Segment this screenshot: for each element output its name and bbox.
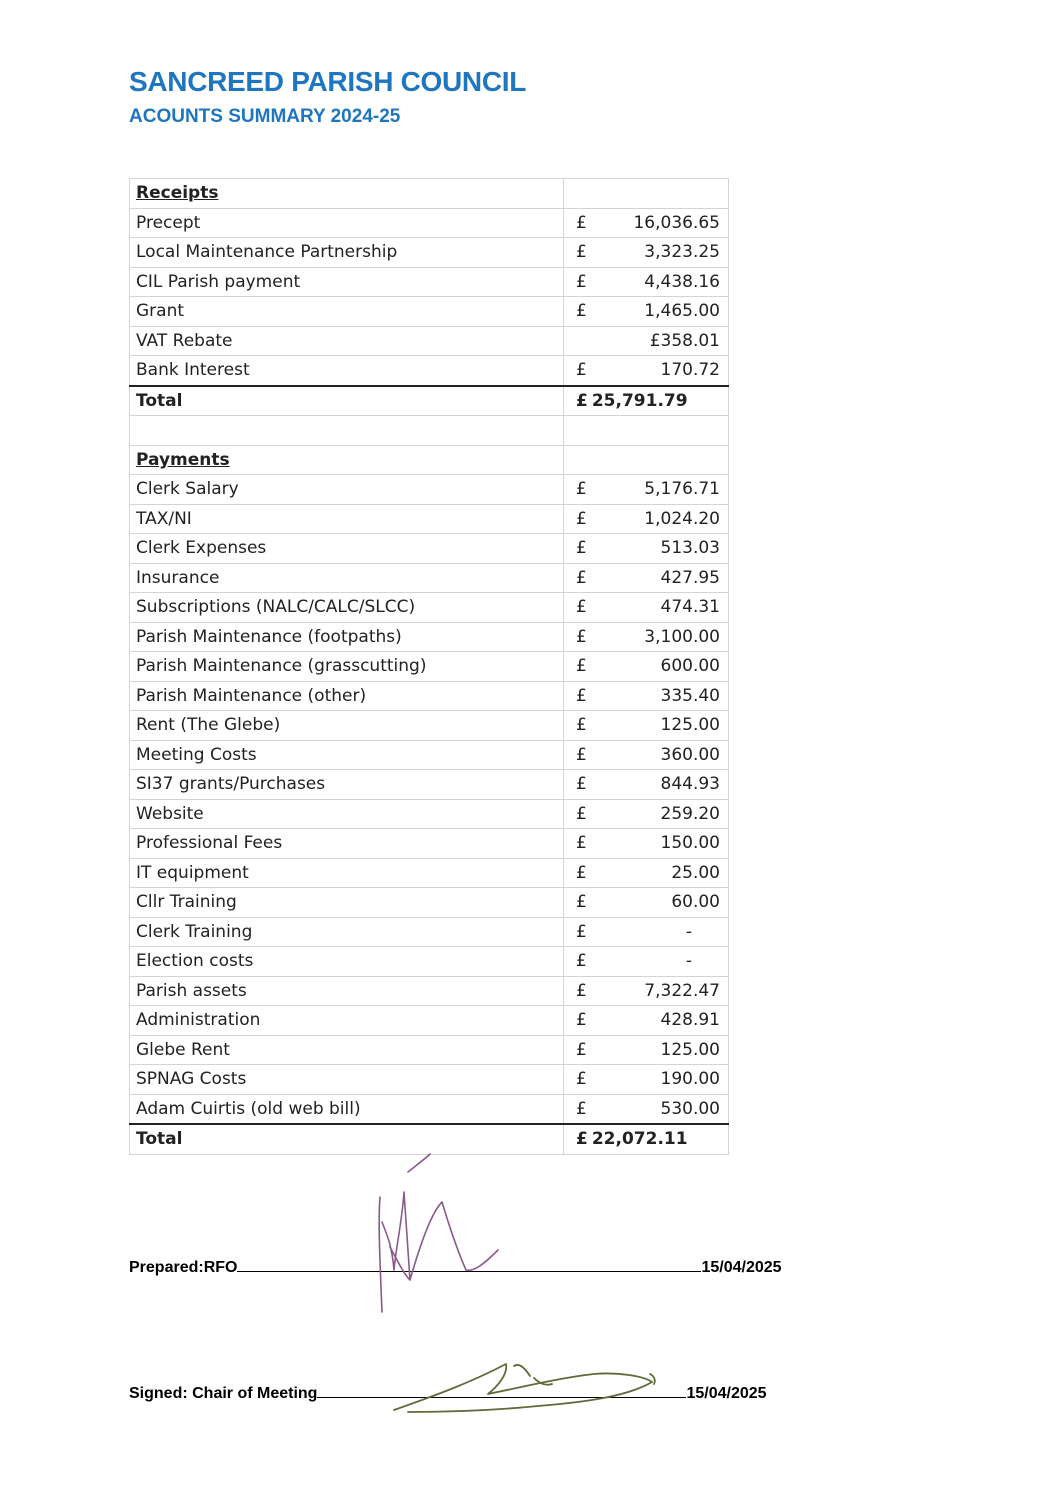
payments-row [130,917,729,947]
amount-value: 427.95 [660,567,720,588]
amount-wrapper [576,947,720,975]
receipts-amount-cell [564,356,729,386]
amount-wrapper [576,297,720,325]
amount-value: 7,322.47 [644,980,720,1001]
payments-label: SPNAG Costs [130,1065,564,1095]
payments-amount-cell [564,947,729,977]
amount-value: 360.00 [660,744,720,765]
receipts-label: VAT Rebate [130,326,564,356]
amount-wrapper [576,564,720,592]
payments-row [130,947,729,977]
payments-amount-cell [564,534,729,564]
amount-wrapper [576,534,720,562]
currency-symbol: £ [576,538,587,559]
payments-row [130,888,729,918]
payments-amount-cell [564,1006,729,1036]
currency-symbol: £ [576,242,587,263]
payments-row [130,1006,729,1036]
payments-label: Clerk Expenses [130,534,564,564]
amount-value: 259.20 [660,803,720,824]
receipts-total-amount-cell [564,386,729,416]
receipts-amount-cell [564,267,729,297]
payments-row [130,829,729,859]
payments-row [130,976,729,1006]
amount-value: 125.00 [660,715,720,736]
currency-symbol: £ [576,951,587,972]
payments-row [130,799,729,829]
payments-row [130,681,729,711]
payments-amount-cell [564,475,729,505]
currency-symbol: £ [576,685,587,706]
currency-symbol: £ [576,744,587,765]
payments-row [130,475,729,505]
accounts-table [129,178,729,1155]
payments-row [130,622,729,652]
currency-symbol: £ [576,980,587,1001]
amount-value: 428.91 [660,1010,720,1031]
payments-amount-cell [564,1094,729,1124]
rfo-signature [368,1152,508,1322]
receipts-label: Bank Interest [130,356,564,386]
payments-amount-cell [564,917,729,947]
payments-label: Clerk Salary [130,475,564,505]
receipts-amount-cell [564,208,729,238]
amount-wrapper [576,652,720,680]
currency-symbol: £ [576,921,587,942]
prepared-label: Prepared:RFO [129,1259,238,1276]
currency-symbol: £ [576,833,587,854]
payments-heading: Payments [130,445,564,475]
payments-row [130,770,729,800]
total-amount-value: 25,791.79 [591,390,688,411]
currency-symbol: £ [576,626,587,647]
payments-label: Election costs [130,947,564,977]
payments-total-amount-cell [564,1124,729,1154]
amount-wrapper [576,593,720,621]
payments-row [130,652,729,682]
payments-row [130,534,729,564]
currency-symbol: £ [576,715,587,736]
document-subtitle: ACOUNTS SUMMARY 2024-25 [129,106,401,127]
payments-row [130,858,729,888]
amount-value: 125.00 [660,1039,720,1060]
amount-value: 60.00 [671,892,720,913]
amount-value: 844.93 [660,774,720,795]
receipts-label: Grant [130,297,564,327]
accounts-table-body [130,179,729,1155]
payments-label: Subscriptions (NALC/CALC/SLCC) [130,593,564,623]
amount-wrapper [576,475,720,503]
payments-amount-cell [564,888,729,918]
receipts-amount-cell [564,238,729,268]
amount-value: £358.01 [649,330,720,351]
currency-symbol: £ [576,567,587,588]
amount-value: 25.00 [671,862,720,883]
total-currency-symbol: £ [576,390,588,411]
payments-label: Insurance [130,563,564,593]
total-amount-wrapper [576,387,720,415]
signed-label: Signed: Chair of Meeting [129,1385,318,1402]
payments-label: Parish Maintenance (grasscutting) [130,652,564,682]
receipts-row [130,356,729,386]
payments-row [130,1035,729,1065]
amount-value: 3,100.00 [644,626,720,647]
currency-symbol: £ [576,1039,587,1060]
amount-wrapper [576,711,720,739]
payments-amount-cell [564,681,729,711]
receipts-row [130,267,729,297]
amount-wrapper [576,238,720,266]
payments-row [130,504,729,534]
payments-label: Parish Maintenance (other) [130,681,564,711]
currency-symbol: £ [576,862,587,883]
payments-row [130,1094,729,1124]
chair-signature [388,1354,668,1418]
amount-wrapper [576,356,720,384]
payments-amount-cell [564,740,729,770]
receipts-label: Precept [130,208,564,238]
total-amount-value: 22,072.11 [591,1129,688,1150]
payments-row [130,711,729,741]
currency-symbol: £ [576,656,587,677]
amount-wrapper [576,1095,720,1123]
currency-symbol: £ [576,271,587,292]
payments-total-row [130,1124,729,1154]
spacer-cell [130,416,564,446]
amount-wrapper [576,1036,720,1064]
amount-value: 190.00 [660,1069,720,1090]
receipts-total-label: Total [130,386,564,416]
payments-label: Meeting Costs [130,740,564,770]
receipts-heading-row [130,179,729,209]
payments-row [130,563,729,593]
receipts-row [130,208,729,238]
amount-wrapper [576,829,720,857]
payments-label: Parish assets [130,976,564,1006]
document-title: SANCREED PARISH COUNCIL [129,66,527,97]
payments-amount-cell [564,711,729,741]
receipts-total-row [130,386,729,416]
prepared-date: 15/04/2025 [701,1259,782,1276]
payments-label: Glebe Rent [130,1035,564,1065]
receipts-label: CIL Parish payment [130,267,564,297]
receipts-amount-cell [564,326,729,356]
currency-symbol: £ [576,479,587,500]
receipts-row [130,238,729,268]
payments-amount-cell [564,770,729,800]
receipts-row [130,297,729,327]
receipts-heading-amount-cell [564,179,729,209]
currency-symbol: £ [576,892,587,913]
payments-row [130,593,729,623]
amount-value: 1,465.00 [644,301,720,322]
payments-label: Cllr Training [130,888,564,918]
amount-value: - [685,951,692,972]
payments-total-label: Total [130,1124,564,1154]
amount-value: 4,438.16 [644,271,720,292]
receipts-amount-cell [564,297,729,327]
amount-value: 16,036.65 [633,212,720,233]
payments-amount-cell [564,622,729,652]
total-amount-wrapper [576,1125,720,1153]
amount-value: 5,176.71 [644,479,720,500]
amount-wrapper [576,770,720,798]
payments-label: Professional Fees [130,829,564,859]
payments-label: IT equipment [130,858,564,888]
payments-amount-cell [564,563,729,593]
amount-value: 335.40 [660,685,720,706]
payments-heading-row [130,445,729,475]
amount-wrapper [576,741,720,769]
currency-symbol: £ [576,1069,587,1090]
payments-label: Adam Cuirtis (old web bill) [130,1094,564,1124]
payments-label: Clerk Training [130,917,564,947]
receipts-label: Local Maintenance Partnership [130,238,564,268]
amount-value: 513.03 [660,538,720,559]
amount-value: 3,323.25 [644,242,720,263]
amount-value: 170.72 [660,360,720,381]
payments-amount-cell [564,504,729,534]
currency-symbol: £ [576,803,587,824]
amount-wrapper [576,918,720,946]
amount-wrapper [576,209,720,237]
payments-amount-cell [564,976,729,1006]
amount-wrapper [576,268,720,296]
currency-symbol: £ [576,301,587,322]
amount-wrapper [576,800,720,828]
currency-symbol: £ [576,360,587,381]
payments-amount-cell [564,652,729,682]
payments-amount-cell [564,829,729,859]
payments-row [130,740,729,770]
amount-value: 1,024.20 [644,508,720,529]
payments-label: Administration [130,1006,564,1036]
amount-wrapper [576,1065,720,1093]
currency-symbol: £ [576,774,587,795]
currency-symbol: £ [576,508,587,529]
amount-wrapper [576,859,720,887]
payments-amount-cell [564,593,729,623]
currency-symbol: £ [576,1098,587,1119]
payments-amount-cell [564,1035,729,1065]
receipts-heading: Receipts [130,179,564,209]
currency-symbol: £ [576,597,587,618]
amount-wrapper [576,1006,720,1034]
amount-value: 474.31 [660,597,720,618]
amount-value: 150.00 [660,833,720,854]
amount-value: 530.00 [660,1098,720,1119]
currency-symbol: £ [576,1010,587,1031]
signed-date: 15/04/2025 [686,1385,767,1402]
payments-heading-amount-cell [564,445,729,475]
payments-label: Rent (The Glebe) [130,711,564,741]
payments-amount-cell [564,1065,729,1095]
spacer-row [130,416,729,446]
payments-label: Parish Maintenance (footpaths) [130,622,564,652]
total-currency-symbol: £ [576,1129,588,1150]
amount-wrapper [576,977,720,1005]
payments-amount-cell [564,799,729,829]
amount-wrapper [576,505,720,533]
amount-value: 600.00 [660,656,720,677]
amount-wrapper [576,682,720,710]
payments-label: SI37 grants/Purchases [130,770,564,800]
payments-label: Website [130,799,564,829]
amount-wrapper [576,623,720,651]
spacer-cell [564,416,729,446]
currency-symbol: £ [576,212,587,233]
amount-value: - [685,921,692,942]
payments-row [130,1065,729,1095]
payments-label: TAX/NI [130,504,564,534]
payments-amount-cell [564,858,729,888]
receipts-row [130,326,729,356]
amount-wrapper [576,888,720,916]
